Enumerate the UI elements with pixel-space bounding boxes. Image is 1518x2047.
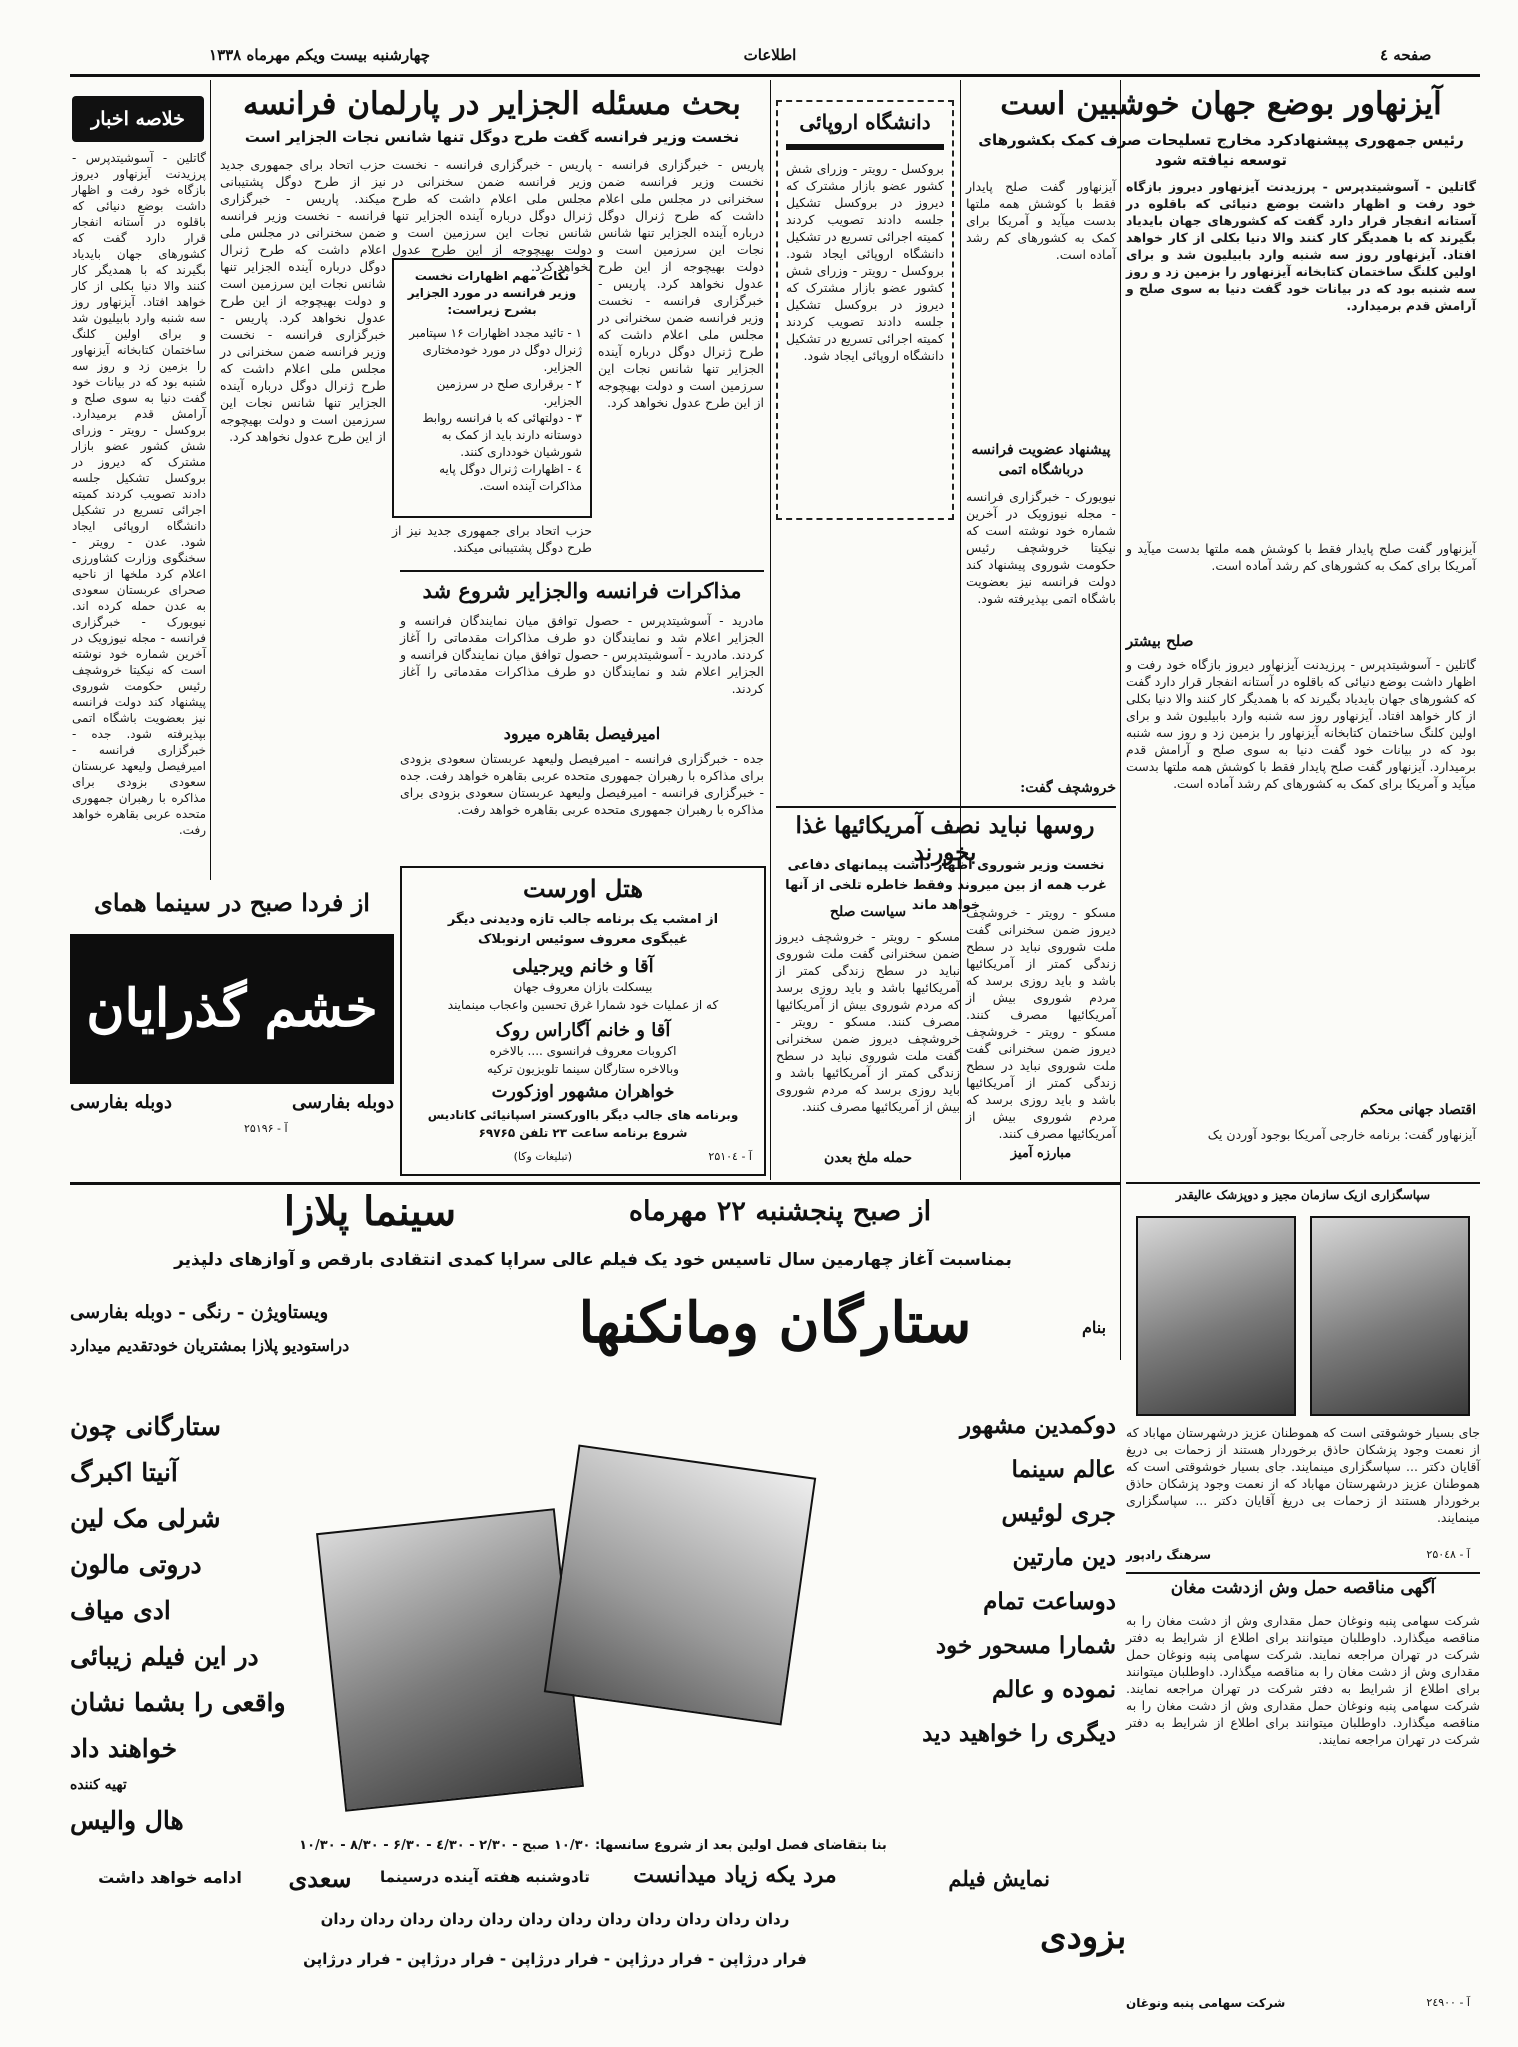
eisenhower-subhead: رئیس جمهوری پیشنهادکرد مخارج تسلیحات صرف کمک بکشورهای توسعه نیافته شود [978,131,1464,169]
plaza-format: ویستاویژن - رنگی - دوبله بفارسی [70,1302,329,1323]
plaza-left-line: تهیه کننده [70,1777,127,1793]
algeria-box-item: ۳ - دولتهائی که با فرانسه روابط دوستانه دارند باید از کمک به شورشیان خودداری کنند. [422,411,582,459]
hotel-line1: از امشب یک برنامه جالب تازه ودیدنی دیگر [447,912,719,927]
plaza-left-line: ادی میاف [70,1596,171,1625]
algeria-box-item: ۱ - تائید مجدد اظهارات ۱۶ سپتامبر ژنرال دوگل در مورد خودمختاری الجزایر. [409,326,582,374]
faisal-headline: امیرفیصل بقاهره میرود [503,724,661,743]
plaza-continues: ادامه خواهد داشت [98,1868,242,1887]
doctor-code: آ - ۲۵۰٤٨ [1426,1548,1470,1561]
doctor-portrait-left [1136,1216,1296,1416]
khrushchev-subhead: نخست وزیر شوروی اظهار داشت پیمانهای دفاعی غرب همه از بین میروند وفقط خاطره تلخی از آنها خواهد ماند [785,858,1107,913]
plaza-right-line: دوکمدین مشهور [959,1412,1116,1439]
plaza-right-line: دیگری را خواهید دید [922,1720,1116,1747]
khrushchev-label: خروشچف گفت: [1020,780,1116,796]
plaza-right-line: دین مارتین [1012,1544,1116,1571]
section-rule [70,1182,1120,1185]
algeria-body-left: حزب اتحاد برای جمهوری جدید نیز از طرح دوگل پشتیبانی میکند. پاریس - خبرگزاری فرانسه - نخست وزیر فرانسه ضمن سخنرانی در مجلس ملی اعلام داشت که طرح ژنرال دوگل درباره آینده الجزایر تنها شانس نجات این سرزمین است و دولت بهیچوجه از این طرح عدول نخواهد کرد. پاریس - خبرگزاری فرانسه - نخست وزیر فرانسه ضمن سخنرانی در مجلس ملی اعلام داشت که طرح ژنرال دوگل درباره آینده الجزایر تنها شانس نجات این سرزمین است و دولت بهیچوجه از این طرح عدول نخواهد کرد. [220,157,387,444]
homa-cinema-ad [70,880,394,1176]
plaza-film: ستارگان ومانکنها [578,1290,972,1356]
column-rule [1120,80,1121,1360]
homa-code: آ - ۲۵۱۹۶ [244,1122,288,1135]
peace-policy-label: سیاست صلح [829,904,907,920]
plaza-right-cast [820,1404,1116,1824]
algeria-headline: بحث مسئله الجزایر در پارلمان فرانسه [243,86,741,122]
hotel-act2-desc: اکروبات معروف فرانسوی .... بالاخره [489,1044,677,1058]
plaza-left-line: خواهند داد [70,1734,178,1763]
eisenhower-closing: آیزنهاور گفت: برنامه خارجی آمریکا بوجود آوردن یک [1207,1127,1476,1142]
eisenhower-body-2: آیزنهاور گفت صلح پایدار فقط با کوشش همه ملتها بدست میآید و آمریکا برای کمک به کشورهای کم رشد آماده است. [966,179,1116,262]
plaza-right-line: نموده و عالم [991,1676,1116,1703]
eisenhower-closing-label: اقتصاد جهانی محکم [1360,1102,1476,1118]
tender-body: شرکت سهامی پنبه ونوغان حمل مقداری وش از دشت مغان را به مناقصه میگذارد. داوطلبان میتوانند برای اطلاع از شرایط به دفتر شرکت در تهران مراجعه نمایند. شرکت سهامی پنبه ونوغان حمل مقداری وش از دشت مغان را به مناقصه میگذارد. داوطلبان میتوانند برای اطلاع از شرایط به دفتر شرکت در تهران مراجعه نمایند. شرکت سهامی پنبه ونوغان حمل مقداری وش از دشت مغان را به مناقصه میگذارد. داوطلبان میتوانند برای اطلاع از شرایط به دفتر شرکت در تهران مراجعه نمایند. [1126,1613,1480,1747]
plaza-japan: فرار درژاپن - فرار درژاپن - فرار درژاپن - فرار درژاپن - فرار درژاپن [303,1950,807,1968]
struggle-label: مبارزه آمیز [1010,1146,1072,1161]
plaza-presented: دراستودیو پلازا بمشتریان خودتقدیم میدارد [70,1336,350,1355]
plaza-now-showing: نمایش فیلم [948,1866,1050,1891]
hotel-act1: آقا و خانم ویرجیلی [512,956,654,977]
plaza-left-line: در این فیلم زیبائی [70,1642,259,1671]
hotel-ad-code: آ - ۲۵۱۰٤ [708,1150,752,1163]
locust-headline: حمله ملخ بعدن [823,1150,913,1166]
section-rule [400,570,764,572]
section-rule [1126,1572,1480,1574]
plaza-soon: بزودی [1040,1917,1127,1957]
algeria-points-box [392,258,592,518]
doctor-body: جای بسیار خوشوقتی است که هموطنان عزیز درشهرستان مهاباد که از نعمت وجود پزشکان حاذق برخوردار هستند از زحمات بی دریغ آقایان دکتر ... سپاسگزاری مینمایند. جای بسیار خوشوقتی است که هموطنان عزیز درشهرستان مهاباد که از نعمت وجود پزشکان حاذق برخوردار هستند از زحمات بی دریغ آقایان دکتر ... سپاسگزاری مینمایند. [1126,1425,1480,1525]
khrushchev-body-left: مسکو - رویتر - خروشچف دیروز ضمن سخنرانی گفت ملت شوروی نباید در سطح زندگی کمتر از آمریکائیها باشد و باید روزی برسد که مردم شوروی بیش از آمریکائیها مصرف کنند. مسکو - رویتر - خروشچف دیروز ضمن سخنرانی گفت ملت شوروی نباید در سطح زندگی کمتر از آمریکائیها باشد و باید روزی برسد که مردم شوروی بیش از آمریکائیها مصرف کنند. [776,929,960,1114]
hotel-act1-desc: بیسکلت بازان معروف جهان [513,980,653,994]
hotel-title: هتل اورست [523,874,643,903]
plaza-announcement: بمناسبت آغاز چهارمین سال تاسیس خود یک فیلم عالی سراپا کمدی انتقادی بارقص و آوازهای دلپذیر [174,1250,1012,1270]
plaza-named: بنام [1081,1318,1107,1337]
algeria-body-mid-lower: حزب اتحاد برای جمهوری جدید نیز از طرح دوگل پشتیبانی میکند. [392,523,592,555]
hotel-act1-note: که از عملیات خود شمارا غرق تحسین واعجاب مینمایند [447,998,719,1012]
plaza-cinema: سینما پلازا [283,1188,457,1235]
hotel-act2: آقا و خانم آگاراس روک [495,1020,671,1041]
plaza-film-still-right [544,1445,816,1726]
eisenhower-body-3: آیزنهاور گفت صلح پایدار فقط با کوشش همه ملتها بدست میآید و آمریکا برای کمک به کشورهای کم رشد آماده است. [1126,541,1476,573]
hotel-show-time: شروع برنامه ساعت ۲۳ تلفن ۶۹۷۶۵ [478,1126,688,1140]
faisal-body: جده - خبرگزاری فرانسه - امیرفیصل ولیعهد عربستان سعودی بزودی برای مذاکره با رهبران جمهوری متحده عربی بقاهره خواهد رفت. جده - خبرگزاری فرانسه - امیرفیصل ولیعهد عربستان سعودی بزودی برای مذاکره با رهبران جمهوری متحده عربی بقاهره خواهد رفت. [400,751,764,817]
europe-university-body: بروکسل - رویتر - وزرای شش کشور عضو بازار مشترک که دیروز در بروکسل تشکیل جلسه دادند تصویب کردند کمیته اجرائی تسریع در تشکیل دانشگاه اروپائی ایجاد شود. بروکسل - رویتر - وزرای شش کشور عضو بازار مشترک که دیروز در بروکسل تشکیل جلسه دادند تصویب کردند کمیته اجرائی تسریع در تشکیل دانشگاه اروپائی ایجاد شود. [786,161,944,363]
hotel-act2-note: وبالاخره ستارگان سینما تلویزیون ترکیه [487,1062,679,1076]
algeria-box-item: ۲ - برقراری صلح در سرزمین الجزایر. [436,377,582,408]
khrushchev-body-right: مسکو - رویتر - خروشچف دیروز ضمن سخنرانی گفت ملت شوروی نباید در سطح زندگی کمتر از آمریکائیها باشد و باید روزی برسد که مردم شوروی بیش از آمریکائیها مصرف کنند. مسکو - رویتر - خروشچف دیروز ضمن سخنرانی گفت ملت شوروی نباید در سطح زندگی کمتر از آمریکائیها باشد و باید روزی برسد که مردم شوروی بیش از آمریکائیها مصرف کنند. [966,905,1116,1141]
eisenhower-headline: آیزنهاور بوضع جهان خوشبین است [1000,86,1442,122]
hotel-line2: غیبگوی معروف سوئیس ارنوبلاک [478,932,688,947]
plaza-film-still-left [316,1508,584,1812]
eisenhower-section-peace: صلح بیشتر [1126,632,1194,650]
plaza-right-line: جری لوئیس [1001,1500,1116,1527]
column-rule [960,80,961,1180]
plaza-left-line: آنیتا اکبرگ [70,1458,178,1487]
column-rule [770,80,771,1180]
plaza-right-line: شمارا مسحور خود [935,1632,1116,1659]
plaza-top: از صبح پنجشنبه ۲۲ مهرماه [628,1196,932,1227]
homa-title: خشم گذرایان [70,934,394,1084]
algeria-box-title: نکات مهم اظهارات نخست وزیر فرانسه در مورد الجزایر بشرح زیراست: [407,269,577,317]
nuclear-headline: پیشنهاد عضویت فرانسه درباشگاه اتمی [971,442,1111,478]
algeria-subhead: نخست وزیر فرانسه گفت طرح دوگل تنها شانس نجات الجزایر است [244,128,740,146]
plaza-right-line: دوساعت تمام [983,1588,1116,1615]
plaza-right-line: عالم سینما [1011,1456,1116,1483]
tender-code: آ - ۲٤۹۰۰ [1426,1996,1470,2009]
summary-label: خلاصه اخبار [72,96,204,142]
algeria-body-right: پاریس - خبرگزاری فرانسه - نخست وزیر فرانسه ضمن سخنرانی در مجلس ملی اعلام داشت که طرح ژنرال دوگل درباره آینده الجزایر تنها شانس نجات این سرزمین است و دولت بهیچوجه از این طرح عدول نخواهد کرد. پاریس - خبرگزاری فرانسه - نخست وزیر فرانسه ضمن سخنرانی در مجلس ملی اعلام داشت که طرح ژنرال دوگل درباره آینده الجزایر تنها شانس نجات این سرزمین است و دولت بهیچوجه از این طرح عدول نخواهد کرد. [598,157,765,410]
plaza-left-line: شرلی مک لین [70,1504,221,1533]
algeria-body-mid: پاریس - خبرگزاری فرانسه - نخست وزیر فرانسه ضمن سخنرانی در مجلس ملی اعلام داشت که طرح ژنرال دوگل درباره آینده الجزایر تنها شانس نجات این سرزمین است و دولت بهیچوجه از این طرح عدول نخواهد کرد. [392,157,592,274]
plaza-left-line: ستارگانی چون [70,1412,221,1441]
hotel-act3: خواهران مشهور اوزکورت [491,1082,675,1102]
europe-university-headline: دانشگاه اروپائی [786,110,944,150]
tender-company: شرکت سهامی پنبه ونوغان [1126,1996,1286,2010]
plaza-left-line: هال والیس [70,1806,184,1835]
plaza-tagline: مرد یکه زیاد میدانست [633,1862,837,1888]
masthead-name: اطلاعات [743,46,797,64]
negotiations-headline: مذاکرات فرانسه والجزایر شروع شد [422,578,742,603]
plaza-left-cast [70,1404,330,1874]
nuclear-body: نیویورک - خبرگزاری فرانسه - مجله نیوزویک در آخرین شماره خود نوشته است که نیکیتا خروشچف رئیس حکومت شوروی پیشنهاد کند دولت فرانسه نیز بعضویت باشگاه اتمی بپذیرفته شود. [966,489,1116,606]
masthead-date: چهارشنبه بیست ویکم مهرماه ۱۳۳۸ [209,46,430,64]
masthead-rule [70,74,1480,77]
plaza-radan: ردان ردان ردان ردان ردان ردان ردان ردان ردان ردان ردان ردان [320,1910,790,1928]
section-rule [1126,1182,1480,1184]
khrushchev-headline: روسها نباید نصف آمریکائیها غذا بخورند [795,812,1095,866]
homa-header: از فردا صبح در سینما همای [94,888,370,917]
tender-headline: آگهی مناقصه حمل وش ازدشت مغان [1170,1578,1436,1598]
hotel-ad-note: (تبلیغات وکا) [513,1150,572,1163]
algeria-box-item: ٤ - اظهارات ژنرال دوگل پایه مذاکرات آینده است. [439,462,582,493]
plaza-schedule: بنا بتقاضای فصل اولین بعد از شروع سانسها: ۱۰/۳۰ صبح - ۲/۳۰ - ٤/۳۰ - ۶/۳۰ - ٨/۳۰ - ۱۰/۳۰ [299,1838,887,1853]
column-rule [210,80,211,880]
eisenhower-body-4: گاتلین - آسوشیتدپرس - پرزیدنت آیزنهاور دیروز بازگاه خود رفت و اظهار داشت بوضع دنیائی که باقلوه در آستانه انفجار قرار دارد گفت که کشورهای جهان بایدیاد بگیرند که با همدیگر کار کنند والا دنیا بکلی از کار خواهد افتاد. آیزنهاور روز سه شنبه وارد بابیلیون شد و برای اولین کلنگ ساختمان کتابخانه آیزنهاور را بزمین زد و روز سه شنبه بود که در بیانات خود گفت دنیا به سوی صلح و آرامش قدم برمیدارد. آیزنهاور گفت صلح پایدار فقط با کوشش همه ملتها بدست میآید و آمریکا برای کمک به کشورهای کم رشد آماده است. [1126,657,1476,791]
summary-column: گاتلین - آسوشیتدپرس - پرزیدنت آیزنهاور دیروز بازگاه خود رفت و اظهار داشت بوضع دنیائی که باقلوه در آستانه انفجار قرار دارد گفت که کشورهای جهان بایدیاد بگیرند که با همدیگر کار کنند والا دنیا بکلی از کار خواهد افتاد. آیزنهاور روز سه شنبه وارد بابیلیون شد و برای اولین کلنگ ساختمان کتابخانه آیزنهاور را بزمین زد و روز سه شنبه بود که در بیانات خود گفت دنیا به سوی صلح و آرامش قدم برمیدارد. بروکسل - رویتر - وزرای شش کشور عضو بازار مشترک که دیروز در بروکسل تشکیل جلسه دادند تصویب کردند کمیته اجرائی تسریع در تشکیل دانشگاه اروپائی ایجاد شود. عدن - رویتر - سخنگوی وزارت کشاورزی اعلام کرد ملخها از ناحیه صحرای عربستان سعودی به عدن حمله کرده اند. نیویورک - خبرگزاری فرانسه - مجله نیوزویک در آخرین شماره خود نوشته است که نیکیتا خروشچف رئیس حکومت شوروی پیشنهاد کند دولت فرانسه نیز بعضویت باشگاه اتمی بپذیرفته شود. جده - خبرگزاری فرانسه - امیرفیصل ولیعهد عربستان سعودی بزودی برای مذاکره با رهبران جمهوری متحده عربی بقاهره خواهد رفت. [72,151,206,837]
doctor-portrait-right [1310,1216,1470,1416]
eisenhower-lead: گاتلین - آسوشیتدپرس - پرزیدنت آیزنهاور دیروز بازگاه خود رفت و اظهار داشت بوضع دنیائی که باقلوه در آستانه انفجار قرار دارد گفت که کشورهای جهان بایدیاد بگیرند که با همدیگر کار کنند والا دنیا بکلی از کار خواهد افتاد. آیزنهاور روز سه شنبه وارد بابیلیون شد و برای اولین کلنگ ساختمان کتابخانه آیزنهاور را بزمین زد و روز سه شنبه بود که در بیانات خود گفت دنیا به سوی صلح و آرامش قدم برمیدارد. [1126,179,1476,313]
homa-dub-right: دوبله بفارسی [292,1092,394,1113]
negotiations-body: مادرید - آسوشیتدپرس - حصول توافق میان نمایندگان فرانسه و الجزایر اعلام شد و نمایندگان دو طرف مذاکرات مقدماتی را آغاز کردند. مادرید - آسوشیتدپرس - حصول توافق میان نمایندگان فرانسه و الجزایر اعلام شد و نمایندگان دو طرف مذاکرات مقدماتی را آغاز کردند. [400,613,764,696]
doctor-signature: سرهنگ رادپور [1126,1548,1212,1562]
homa-dub-left: دوبله بفارسی [70,1092,172,1113]
masthead-page: صفحه ٤ [1380,46,1432,64]
section-rule [776,806,1116,808]
hotel-everest-ad [400,866,766,1176]
doctor-headline: سپاسگزاری ازیک سازمان مجیز و دوپزشک عالیقدر [1175,1188,1431,1202]
plaza-continued: تادوشنبه هفته آینده درسینما [380,1868,590,1886]
europe-university-box [776,100,954,520]
hotel-footer: وبرنامه های جالب دیگر بااورکستر اسپانیائی کانادیس [427,1108,739,1122]
plaza-left-line: دروتی مالون [70,1550,202,1579]
plaza-saadi: سعدی [288,1864,352,1893]
plaza-left-line: واقعی را بشما نشان [70,1688,286,1717]
